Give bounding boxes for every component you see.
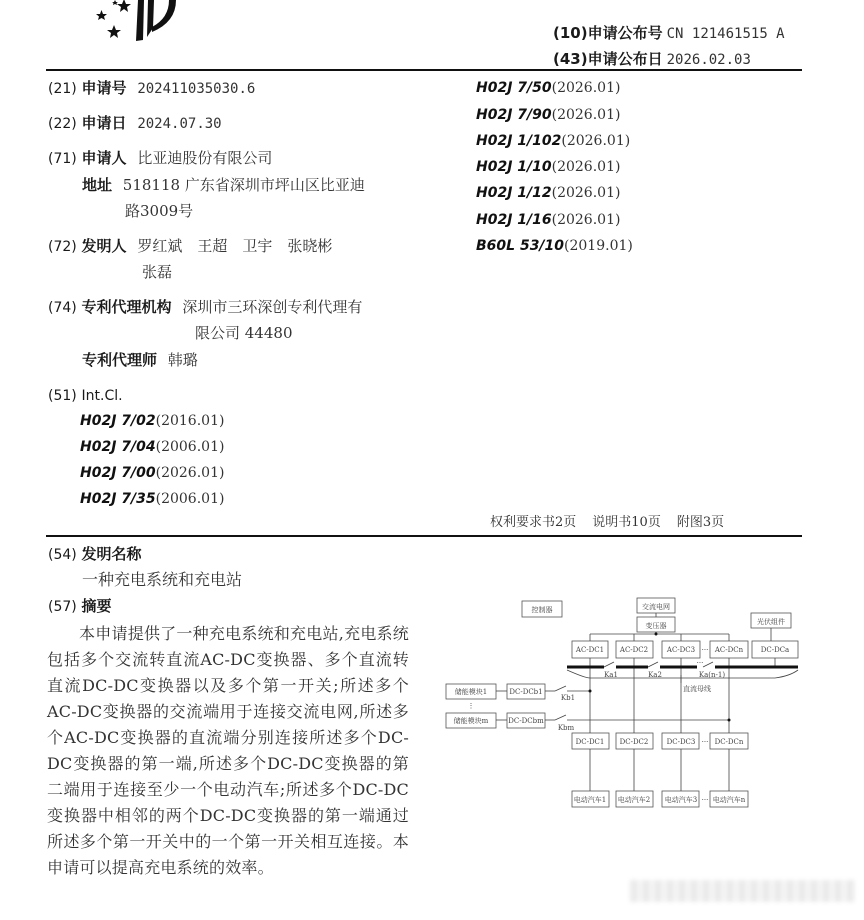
field-code: (21) bbox=[48, 81, 77, 97]
drawings-page-count: 附图3页 bbox=[676, 515, 725, 530]
section-rule bbox=[46, 535, 802, 537]
filing-date bbox=[48, 113, 222, 134]
field-code: (10) bbox=[553, 24, 588, 42]
field-label: 摘要 bbox=[81, 597, 112, 615]
ipc-version: (2006.01) bbox=[155, 439, 225, 455]
switch-label: Ka1 bbox=[604, 671, 618, 679]
field-code: (54) bbox=[48, 547, 77, 563]
field-code: (22) bbox=[48, 116, 77, 132]
ipc-version: (2006.01) bbox=[155, 491, 225, 507]
grid-label: 交流电网 bbox=[642, 603, 670, 611]
ipc-version: (2019.01) bbox=[564, 238, 633, 254]
page-counts bbox=[490, 511, 740, 530]
address-line2: 路3009号 bbox=[125, 202, 194, 220]
ipc-class: H02J 7/90 bbox=[476, 107, 552, 123]
ipc-entry bbox=[476, 157, 620, 177]
field-label: 发明人 bbox=[81, 237, 127, 255]
ipc-version: (2026.01) bbox=[551, 185, 621, 201]
ipc-version: (2016.01) bbox=[155, 413, 225, 429]
ipc-class: H02J 7/00 bbox=[80, 465, 156, 481]
field-value: 韩璐 bbox=[167, 351, 198, 369]
dc-dc-a-label: DC-DCa bbox=[760, 646, 790, 654]
field-label: 申请日 bbox=[81, 114, 127, 132]
field-value: 比亚迪股份有限公司 bbox=[137, 149, 273, 167]
field-label: 专利代理师 bbox=[82, 351, 158, 369]
invention-title: 一种充电系统和充电站 bbox=[82, 570, 243, 589]
inventors-line2: 张磊 bbox=[142, 263, 173, 281]
patent-agency-line2: 限公司 44480 bbox=[195, 324, 293, 342]
storage-label: 储能模块m bbox=[453, 717, 489, 725]
ac-dc-label: AC-DC2 bbox=[619, 646, 649, 654]
controller-label: 控制器 bbox=[531, 606, 553, 614]
switch-label: Kb1 bbox=[560, 694, 576, 702]
ipc-entry bbox=[476, 131, 630, 151]
ipc-class: H02J 1/102 bbox=[476, 133, 562, 149]
ipc-entry bbox=[80, 437, 224, 457]
field-value: CN 121461515 A bbox=[666, 26, 785, 42]
ipc-entry bbox=[80, 463, 224, 483]
ipc-class: B60L 53/10 bbox=[476, 238, 565, 254]
ipc-version: (2026.01) bbox=[551, 107, 621, 123]
ipc-entry bbox=[476, 78, 620, 98]
field-label: Int.Cl. bbox=[81, 388, 123, 404]
ipc-class: H02J 1/10 bbox=[476, 159, 552, 175]
ipc-version: (2026.01) bbox=[551, 159, 621, 175]
publication-date bbox=[553, 48, 751, 69]
switch-label: Ka(n-1) bbox=[698, 671, 726, 679]
ev-label: 电动汽车1 bbox=[573, 796, 607, 804]
switch-label: Ka2 bbox=[648, 671, 662, 679]
patent-agent bbox=[82, 350, 198, 370]
field-code: (72) bbox=[48, 239, 77, 255]
field-code: (74) bbox=[48, 300, 77, 316]
dc-dc-b-label: DC-DCb1 bbox=[509, 688, 543, 696]
field-code: (43) bbox=[553, 50, 588, 68]
dc-dc-b-label: DC-DCbm bbox=[508, 717, 544, 725]
field-code: (57) bbox=[48, 599, 77, 615]
inventors bbox=[48, 236, 332, 257]
ipc-class: H02J 7/04 bbox=[80, 439, 156, 455]
header-rule bbox=[46, 69, 802, 71]
field-label: 申请公布号 bbox=[587, 24, 663, 42]
field-label: 地址 bbox=[82, 176, 113, 194]
abstract-figure bbox=[440, 590, 820, 830]
ev-label: 电动汽车n bbox=[712, 796, 746, 804]
ac-dc-label: AC-DCn bbox=[714, 646, 744, 654]
field-value: 518118 广东省深圳市坪山区比亚迪 bbox=[122, 176, 365, 194]
ev-label: 电动汽车3 bbox=[664, 796, 698, 804]
applicant bbox=[48, 148, 272, 169]
field-label: 专利代理机构 bbox=[81, 298, 172, 316]
ipc-version: (2026.01) bbox=[155, 465, 225, 481]
field-value: 深圳市三环深创专利代理有 bbox=[182, 298, 363, 316]
watermark bbox=[630, 880, 855, 902]
field-value: 2024.07.30 bbox=[137, 116, 222, 132]
field-label: 发明名称 bbox=[81, 545, 142, 563]
ipc-entry bbox=[476, 236, 633, 256]
dc-bus-label: 直流母线 bbox=[683, 685, 711, 693]
abstract-text: 本申请提供了一种充电系统和充电站,充电系统包括多个交流转直流AC-DC变换器、多个直流转直流DC-DC变换器以及多个第一开关;所述多个AC-DC变换器的交流端用于连接交流电网,所述多个AC-DC变换器的直流端分别连接所述多个DC-DC变换器的第一端,所述多个DC-DC变换器的第二端用于连接至少一个电动汽车;所述多个DC-DC变换器中相邻的两个DC-DC变换器的第一端通过所述多个第一开关中的一个第一开关相互连接。本申请可以提高充电系统的效率。 bbox=[47, 624, 409, 877]
ipc-class: H02J 1/12 bbox=[476, 185, 552, 201]
switch-label: Kbm bbox=[557, 724, 575, 732]
ipc-entry bbox=[80, 411, 224, 431]
ipc-entry bbox=[476, 105, 620, 125]
publication-number bbox=[553, 22, 785, 43]
field-value: 202411035030.6 bbox=[137, 81, 256, 97]
ac-dc-label: AC-DC1 bbox=[575, 646, 605, 654]
patent-agency bbox=[48, 297, 362, 318]
invention-title-header bbox=[48, 544, 142, 565]
field-label: 申请号 bbox=[81, 79, 127, 97]
application-number bbox=[48, 78, 255, 99]
vertical-ellipsis: ⋮ bbox=[467, 702, 475, 710]
int-cl-header bbox=[48, 385, 123, 406]
ellipsis: ··· bbox=[701, 796, 709, 804]
pv-label: 光伏组件 bbox=[757, 618, 785, 626]
dc-dc-label: DC-DC3 bbox=[666, 738, 696, 746]
field-label: 申请公布日 bbox=[587, 50, 663, 68]
ipc-entry bbox=[476, 210, 620, 230]
ipc-class: H02J 1/16 bbox=[476, 212, 552, 228]
ev-label: 电动汽车2 bbox=[617, 796, 651, 804]
address bbox=[82, 175, 365, 195]
field-code: (51) bbox=[48, 388, 77, 404]
field-value: 2026.02.03 bbox=[666, 52, 751, 68]
ipc-version: (2026.01) bbox=[561, 133, 631, 149]
dc-dc-label: DC-DC2 bbox=[619, 738, 649, 746]
cnipa-logo-icon bbox=[92, 0, 222, 44]
field-code: (71) bbox=[48, 151, 77, 167]
ac-dc-label: AC-DC3 bbox=[666, 646, 696, 654]
ipc-class: H02J 7/35 bbox=[80, 491, 156, 507]
ipc-entry bbox=[476, 183, 620, 203]
ellipsis: ··· bbox=[701, 738, 709, 746]
claims-page-count: 权利要求书2页 bbox=[490, 515, 577, 530]
description-page-count: 说明书10页 bbox=[592, 515, 661, 530]
ipc-class: H02J 7/50 bbox=[476, 80, 552, 96]
storage-label: 储能模块1 bbox=[454, 688, 488, 696]
dc-dc-label: DC-DCn bbox=[714, 738, 744, 746]
ipc-version: (2026.01) bbox=[551, 212, 621, 228]
transformer-label: 变压器 bbox=[645, 622, 667, 630]
ipc-entry bbox=[80, 489, 224, 509]
ipc-version: (2026.01) bbox=[551, 80, 621, 96]
field-label: 申请人 bbox=[81, 149, 127, 167]
ellipsis: ··· bbox=[701, 646, 709, 654]
ellipsis: ··· bbox=[696, 659, 704, 667]
ipc-class: H02J 7/02 bbox=[80, 413, 156, 429]
dc-dc-label: DC-DC1 bbox=[575, 738, 605, 746]
abstract-header bbox=[48, 596, 112, 617]
field-value: 罗红斌 王超 卫宇 张晓彬 bbox=[137, 237, 333, 255]
